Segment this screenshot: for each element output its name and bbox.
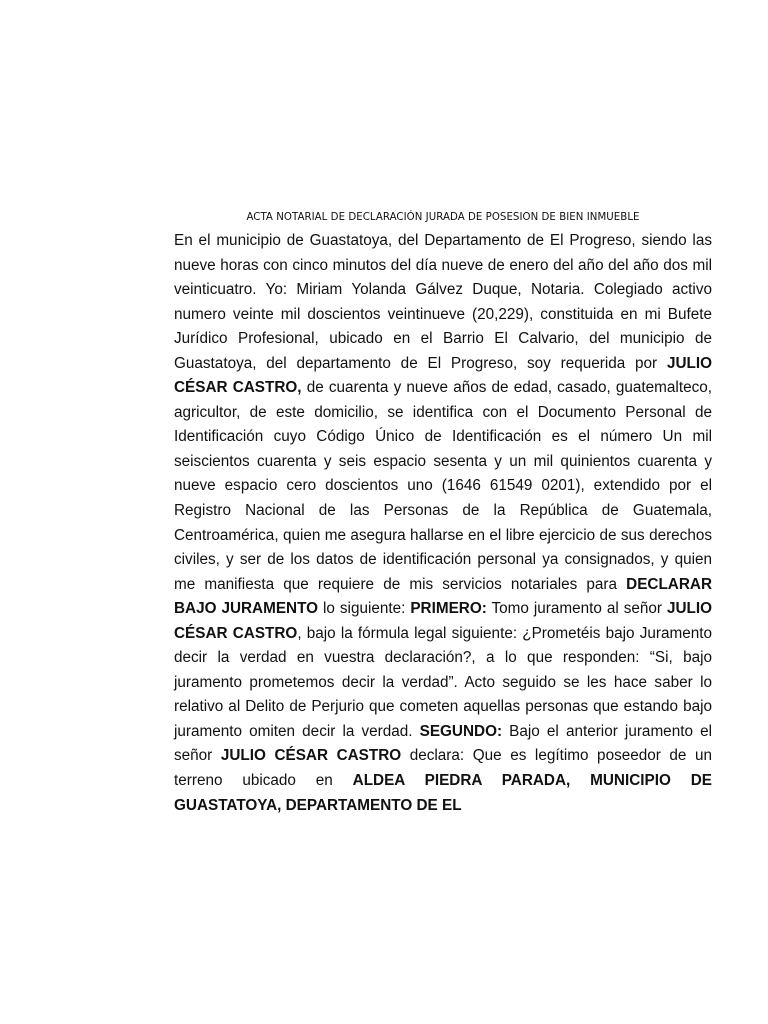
body-bold-segment: JULIO CÉSAR CASTRO,: [174, 354, 712, 397]
body-bold-segment: SEGUNDO:: [419, 722, 503, 740]
body-text-segment: En el municipio de Guastatoya, del Departamento de El Progreso, siendo las nueve horas con cinco minutos del día nueve de enero del año del año dos mil veinticuatro. Yo: Miriam Yolanda Gálvez Duque, Notaria. Colegiado activo numero veinte mil doscientos veintinueve (20,229), constituida en mi Bufete Jurídico Profesional, ubicado en el Barrio El Calvario, del municipio de Guastatoya, del departamento de El Progreso, soy requerida por: [174, 232, 712, 372]
document-body: [174, 229, 712, 818]
body-bold-segment: JULIO CÉSAR CASTRO: [174, 600, 713, 642]
body-text-segment: Tomo juramento al señor: [486, 600, 667, 618]
document-title: ACTA NOTARIAL DE DECLARACIÓN JURADA DE POSESION DE BIEN INMUEBLE: [246, 212, 640, 223]
body-bold-segment: DECLARAR BAJO JURAMENTO: [174, 575, 712, 618]
body-text-segment: , bajo la fórmula legal siguiente: ¿Prometéis bajo Juramento decir la verdad en vuestra declaración?, a lo que responden: “Si, bajo juramento prometemos decir la verdad”. Acto seguido se les hace saber lo relativo al Delito de Perjurio que cometen aquellas personas que estando bajo juramento omiten decir la verdad.: [174, 624, 712, 740]
body-bold-segment: ALDEA PIEDRA PARADA, MUNICIPIO DE GUASTATOYA, DEPARTAMENTO DE EL: [174, 772, 712, 814]
body-text-segment: declara: Que es legítimo poseedor de un terreno ubicado en: [174, 747, 713, 790]
body-bold-segment: PRIMERO:: [410, 600, 487, 618]
body-text-segment: de cuarenta y nueve años de edad, casado, guatemalteco, agricultor, de este domicilio, se identifica con el Documento Personal de Identificación cuyo Código Único de Identificación es el número Un mil seiscientos cuarenta y seis espacio sesenta y un mil quinientos cuarenta y nueve espacio cero doscientos uno (1646 61549 0201), extendido por el Registro Nacional de las Personas de la República de Guatemala, Centroamérica, quien me asegura hallarse en el libre ejercicio de sus derechos civiles, y ser de los datos de identificación personal ya consignados, y quien me manifiesta que requiere de mis servicios notariales para: [174, 379, 712, 593]
body-text-segment: lo siguiente:: [318, 600, 411, 618]
body-bold-segment: JULIO CÉSAR CASTRO: [220, 747, 402, 765]
body-text-segment: Bajo el anterior juramento el señor: [174, 722, 712, 765]
